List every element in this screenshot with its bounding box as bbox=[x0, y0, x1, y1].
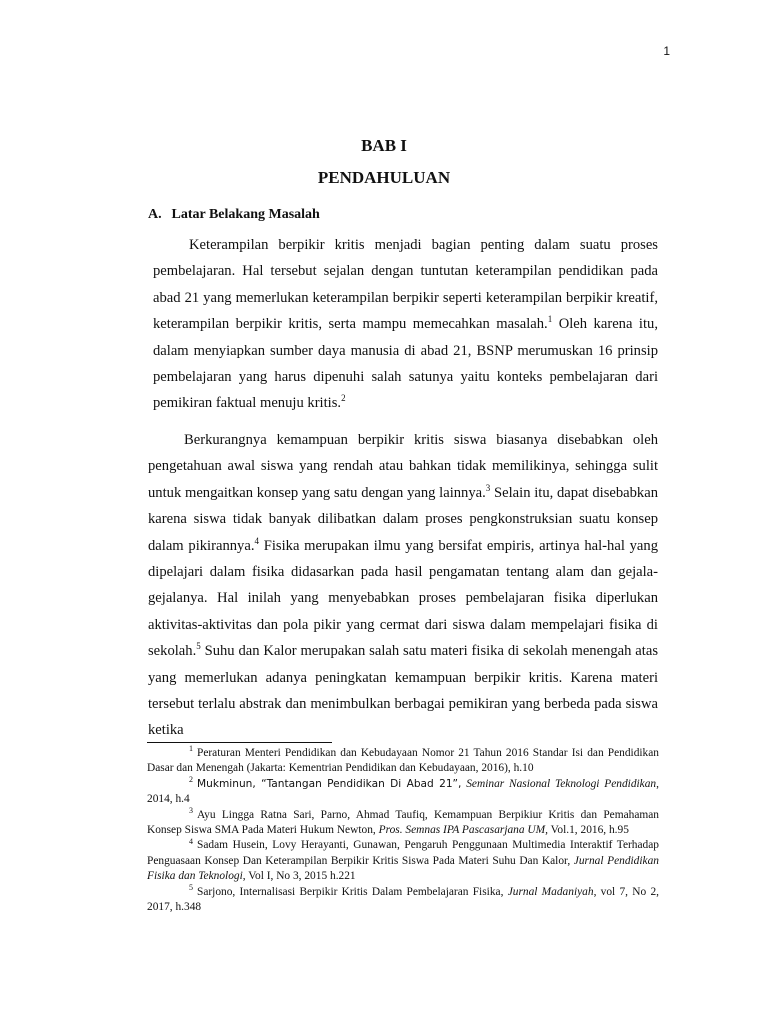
footnote-journal: Jurnal Pendidikan Fisika dan Teknologi bbox=[147, 854, 659, 883]
footnote-text: Peraturan Menteri Pendidikan dan Kebudayaan Nomor 21 Tahun 2016 Standar Isi dan Pendidikan Dasar dan Menengah (Jakarta: Kementrian Pendidikan dan Kebudayaan, 2016), h.10 bbox=[147, 747, 659, 775]
footnote-ref-2: 2 bbox=[341, 393, 346, 404]
footnote-4 bbox=[147, 838, 659, 884]
paragraph-2-text-b: Selain itu, dapat disebabkan karena siswa tidak banyak dilibatkan dalam proses pengkonstruksian suatu konsep dalam pikirannya. bbox=[148, 484, 658, 554]
footnote-text: Sarjono, Internalisasi Berpikir Kritis Dalam Pembelajaran Fisika, bbox=[197, 885, 504, 898]
section-letter: A. bbox=[148, 207, 162, 222]
footnote-rest: , 2014, h.4 bbox=[147, 777, 659, 806]
chapter-label: BAB I bbox=[361, 136, 407, 155]
footnote-journal: Seminar Nasional Teknologi Pendidikan bbox=[466, 777, 657, 790]
paragraph-1 bbox=[153, 232, 658, 417]
section-title: Latar Belakang Masalah bbox=[171, 207, 320, 222]
footnote-separator bbox=[147, 742, 332, 743]
footnote-ref-1: 1 bbox=[547, 314, 553, 325]
footnote-mark: 5 bbox=[189, 882, 193, 892]
footnote-journal: Jurnal Madaniyah bbox=[507, 885, 594, 898]
paragraph-1-text-a: Keterampilan berpikir kritis menjadi bagian penting dalam suatu proses pembelajaran. Hal tersebut sejalan dengan tuntutan keterampilan pendidikan pada abad 21 yang memerlukan keterampilan berpikir seperti keterampilan berpikir kreatif, keterampilan berpikir kritis, serta mampu memecahkan masalah. bbox=[153, 237, 658, 333]
footnote-text: Ayu Lingga Ratna Sari, Parno, Ahmad Taufiq, Kemampuan Berpikiur Kritis dan Pemahaman Konsep Siswa SMA Pada Materi Hukum Newton, bbox=[147, 808, 659, 837]
footnote-ref-3: 3 bbox=[485, 482, 491, 493]
footnote-ref-5: 5 bbox=[196, 641, 201, 652]
page-number: 1 bbox=[663, 44, 670, 58]
footnote-text: Sadam Husein, Lovy Herayanti, Gunawan, Pengaruh Penggunaan Multimedia Interaktif Terhadap Penguasaan Konsep Dan Keterampilan Berpikir Kritis Siswa Pada Materi Suhu Dan Kalor, bbox=[147, 839, 659, 867]
footnotes bbox=[147, 746, 659, 915]
footnote-mark: 3 bbox=[189, 805, 193, 815]
footnote-3 bbox=[147, 805, 659, 839]
footnote-mark: 4 bbox=[189, 836, 193, 846]
footnote-mark: 2 bbox=[189, 775, 193, 785]
paragraph-2 bbox=[148, 427, 658, 744]
footnote-rest: , vol 7, No 2, 2017, h.348 bbox=[147, 885, 659, 914]
footnote-author: Mukminun, “Tantangan Pendidikan Di Abad 21”, bbox=[197, 777, 462, 790]
footnote-rest: , Vol I, No 3, 2015 h.221 bbox=[242, 870, 356, 883]
footnote-5 bbox=[147, 882, 659, 916]
paragraph-1-text-b: Oleh karena itu, dalam menyiapkan sumber daya manusia di abad 21, BSNP merumuskan 16 prinsip pembelajaran yang harus dipenuhi salah satunya yaitu konteks pembelajaran dari pemikiran faktual menuju kritis. bbox=[153, 316, 658, 412]
section-heading bbox=[148, 207, 320, 223]
footnote-journal: Pros. Semnas IPA Pascasarjana UM, bbox=[378, 824, 548, 837]
paragraph-2-text-d: Suhu dan Kalor merupakan salah satu materi fisika di sekolah menengah atas yang memerlukan adanya peningkatan kemampuan berpikir kritis. Karena materi tersebut terlalu abstrak dan menimbulkan berbagai pemikiran yang berbeda pada siswa ketika bbox=[148, 643, 658, 739]
footnote-ref-4: 4 bbox=[254, 535, 259, 546]
paragraph-2-text-c: Fisika merupakan ilmu yang bersifat empiris, artinya hal-hal yang dipelajari dalam fisika didasarkan pada hasil pengamatan tentang alam dan gejala-gejalanya. Hal inilah yang menyebabkan proses pembelajaran fisika diperlukan aktivitas-aktivitas dan pola pikir yang cermat dari siswa dalam mempelajari fisika di sekolah. bbox=[148, 537, 658, 660]
paragraph-2-text-a: Berkurangnya kemampuan berpikir kritis siswa biasanya disebabkan oleh pengetahuan awal siswa yang rendah atau bahkan tidak memilikinya, sehingga sulit untuk mengaitkan konsep yang satu dengan yang lainnya. bbox=[148, 432, 658, 501]
footnote-2 bbox=[147, 777, 659, 808]
footnote-1 bbox=[147, 746, 659, 777]
footnote-rest: Vol.1, 2016, h.95 bbox=[548, 824, 629, 837]
footnote-mark: 1 bbox=[189, 744, 193, 754]
chapter-title: PENDAHULUAN bbox=[317, 168, 451, 187]
